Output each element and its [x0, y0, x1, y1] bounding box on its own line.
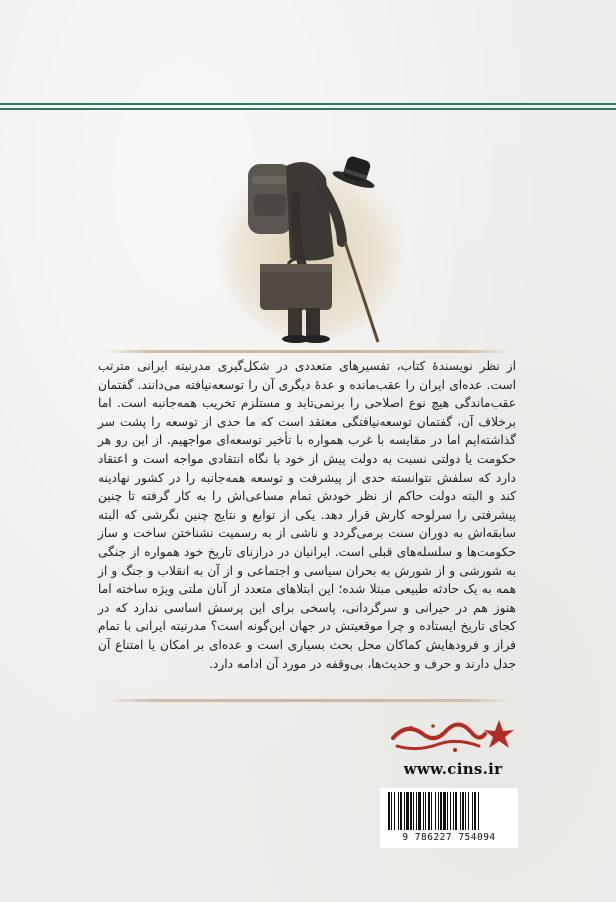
barcode-bar: [398, 792, 399, 830]
barcode-bar: [404, 792, 405, 830]
barcode-bar: [400, 792, 402, 830]
barcode-bar: [465, 792, 466, 830]
barcode-bar: [425, 792, 426, 830]
barcode-bar: [431, 792, 432, 830]
barcode-bar: [462, 792, 464, 830]
publisher-website[interactable]: www.cins.ir: [403, 760, 503, 778]
publisher-logo: [387, 716, 517, 760]
barcode-bar: [435, 792, 436, 830]
barcode-bar: [472, 792, 473, 830]
barcode-bar: [443, 792, 446, 830]
barcode-bar: [423, 792, 424, 830]
barcode-bar: [406, 792, 409, 830]
isbn-number: 9 786227 754094: [402, 832, 496, 843]
traveler-illustration: [216, 136, 406, 346]
barcode-bar: [468, 792, 469, 830]
barcode-bar: [410, 792, 412, 830]
barcode-bar: [474, 792, 476, 830]
barcode-bar: [418, 792, 421, 830]
barcode-bar: [450, 792, 451, 830]
barcode-bar: [460, 792, 461, 830]
barcode-bar: [388, 792, 390, 830]
barcode-bar: [416, 792, 417, 830]
top-rule-line: [0, 103, 616, 105]
barcode-bar: [440, 792, 442, 830]
back-cover-blurb: از نظر نویسندۀ کتاب، تفسیرهای متعددی در شکل‌گیری مدرنیته ایرانی مترتب است. عده‌ای ایران را عقب‌مانده و عدۀ دیگری آن را توسعه‌نیافته می‌دانند. گفتمان عقب‌ماندگی هیچ نوع اصلاحی را برنمی‌تابد و مستلزم تخریب همه‌جانبه است. اما برخلاف آن، گفتمان توسعه‌نیافتگی معتقد است که ما حدی از توسعه را پشت سر گذاشته‌ایم اما در مقایسه با غرب همواره با تأخیر توسعه‌ای مواجهیم. از این رو هر حکومت یا دولتی نسبت به دولت پیش از خود با نگاه انتقادی مواجه است و اعتقاد دارد که سلفش نتوانسته حدی از پیشرفت و توسعه همه‌جانبه را در کشور نهادینه کند و البته دولت حاکم از نظر خودش تمام مساعی‌اش را به کار گرفته تا چنین پیشرفتی را سرلوحه کارش قرار دهد. یکی از توابع و نتایج چنین نگرشی که البته سابقه‌اش به دوران سنت برمی‌گردد و ناشی از به رسمیت نشناختن ساخت و ساز حکومت‌ها و سلسله‌های قبلی است. ایرانیان در درازنای تاریخ خود همواره از جنگی به شورشی و از شورش به بحران سیاسی و اجتماعی و از آن به انقلاب و جنگ و از همه به یک حادثه طبیعی مبتلا شده؛ این ابتلاهای متعدد از آنان ملتی ویژه ساخته اما هنوز هم در حیرانی و سرگردانی، پاسخی برای این پرسش اساسی ندارد که در کجای تاریخ ایستاده و چرا موقعیتش در جهان این‌گونه است؟ مدرنیته ایرانی با تمام فراز و فرودهایش کماکان محل بحث بسیاری است و عده‌ای بر امکان یا امتناع آن جدل دارند و حرف و حدیث‌ها، بی‌وقفه در مورد آن ادامه دارد.: [98, 359, 516, 671]
top-rule-line-secondary: [0, 108, 616, 110]
barcode-bar: [438, 792, 439, 830]
blurb-divider-top: [104, 350, 512, 353]
barcode-bar: [413, 792, 414, 830]
blurb-divider-bottom: [104, 699, 512, 702]
barcode-bar: [453, 792, 454, 830]
barcode-bar: [391, 792, 392, 830]
barcode-bar: [447, 792, 448, 830]
barcode-bar: [394, 792, 395, 830]
barcode-bar: [428, 792, 430, 830]
barcode-bar: [478, 792, 479, 830]
barcode-bar: [455, 792, 457, 830]
